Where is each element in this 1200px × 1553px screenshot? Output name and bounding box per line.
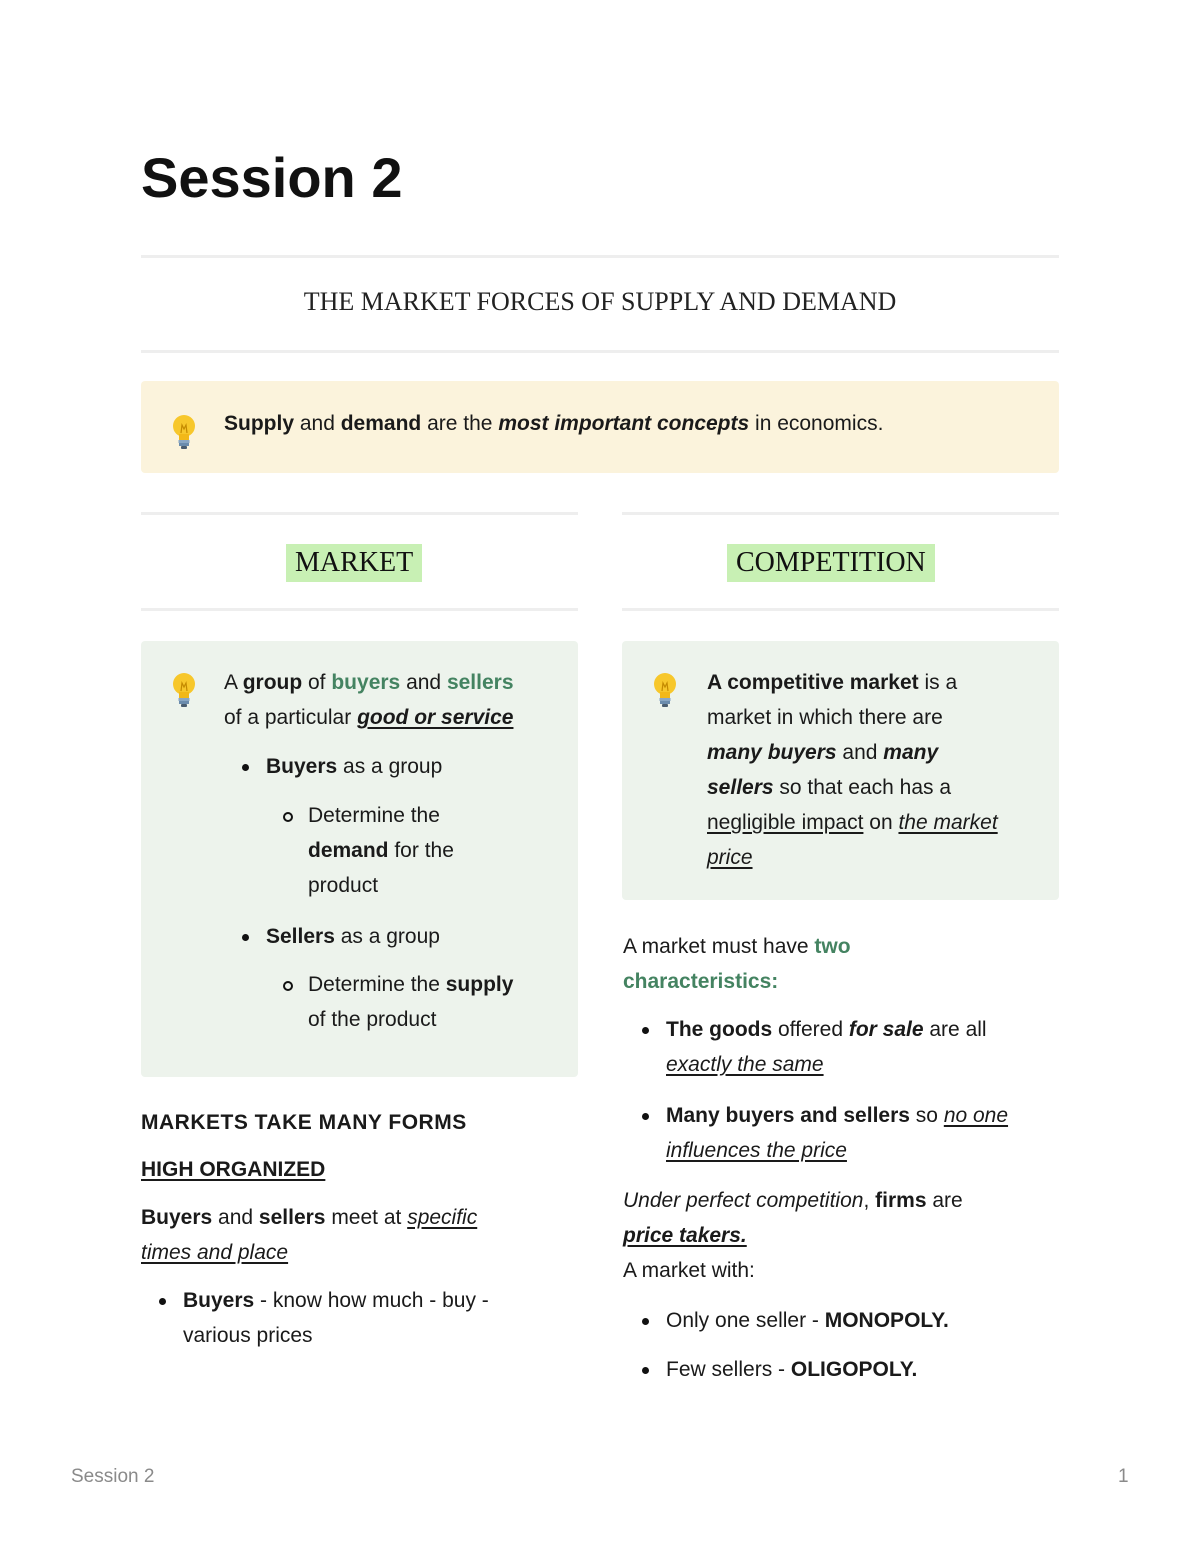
text: and [212,1206,259,1229]
bullet-dot [159,1298,166,1305]
intro-callout [141,381,1059,473]
text-italic-underline: specific [407,1206,478,1229]
text: A market must have [623,935,815,958]
text: so [909,1104,944,1127]
must-have-text [623,929,1043,999]
list-item [308,798,568,903]
lightbulb-icon [653,671,677,711]
text-underline: negligible impact [707,811,864,834]
perfect-competition-text [623,1183,1043,1288]
meet-text [141,1200,561,1270]
text: A market with: [623,1259,755,1282]
list-item [666,1098,1056,1168]
text: as a group [334,925,440,948]
list-item [183,1283,563,1353]
bullet-dot [242,764,249,771]
text: as a group [337,755,443,778]
text-bold: OLIGOPOLY. [790,1358,918,1381]
bullet-dot [642,1318,649,1325]
text: offered [772,1018,849,1041]
text-bold-italic: sellers [707,776,774,799]
text: and [400,671,447,694]
text-green-bold: characteristics: [623,970,779,993]
text-bold: Many buyers and sellers [666,1104,910,1127]
text: are [926,1189,963,1212]
text: - know how much - buy - [254,1289,489,1312]
lightbulb-icon [172,413,196,453]
text: in economics. [749,412,884,435]
text: are the [421,412,499,435]
text-bold: MONOPOLY. [824,1309,949,1332]
text: for the [388,839,454,862]
list-item [666,1352,1056,1387]
competition-definition-text [707,665,1052,875]
bullet-dot [642,1027,649,1034]
text: A [224,671,243,694]
text-italic: Under perfect competition [623,1189,864,1212]
competition-definition-callout [622,641,1059,900]
text-bold-italic: many [883,741,939,764]
text-bold: Buyers [141,1206,213,1229]
text: and [836,741,884,764]
text: Determine the [308,973,446,996]
text: of a particular [224,706,358,729]
text-bold: firms [875,1189,927,1212]
text: meet at [325,1206,408,1229]
text-bold: demand [340,412,422,435]
text: on [863,811,899,834]
text: market in which there are [707,706,943,729]
high-organized-heading: HIGH ORGANIZED [141,1158,326,1181]
text: product [308,874,379,897]
bullet-circle [283,981,293,991]
text: are all [923,1018,987,1041]
divider [141,512,578,515]
text: Few sellers - [666,1358,791,1381]
bullet-dot [242,934,249,941]
page-number: 1 [1118,1466,1129,1487]
text-italic-underline: influences the price [666,1139,847,1162]
text-green-bold: buyers [331,671,401,694]
market-definition-callout [141,641,578,1077]
text-italic-underline: exactly the same [666,1053,824,1076]
text-bold: Buyers [183,1289,255,1312]
text-bold: sellers [258,1206,326,1229]
bullet-circle [283,812,293,822]
text-bold: supply [445,973,514,996]
text: so that each has a [773,776,952,799]
text-bold: group [242,671,303,694]
lightbulb-icon [172,671,196,711]
text-bold: A competitive market [707,671,919,694]
text: Determine the [308,804,440,827]
list-item [266,749,566,784]
text-bold: demand [308,839,389,862]
page-subtitle: THE MARKET FORCES OF SUPPLY AND DEMAND [303,287,897,316]
text-green-bold: sellers [446,671,514,694]
text: and [294,412,341,435]
text-italic-underline: times and place [141,1241,289,1264]
divider [141,350,1059,353]
competition-heading: COMPETITION [727,544,935,582]
divider [622,608,1059,611]
market-heading: MARKET [286,544,422,582]
list-item [266,919,566,954]
text-bold: Buyers [266,755,338,778]
text-italic-underline: price [707,846,753,869]
bullet-dot [642,1113,649,1120]
text-bold-italic: for sale [848,1018,924,1041]
text-bold-italic: most important concepts [498,412,750,435]
list-item [666,1012,1056,1082]
text-green-bold: two [814,935,851,958]
divider [141,255,1059,258]
text-bold-italic-underline: price takers. [623,1224,747,1247]
market-definition-text [224,665,564,735]
list-item [666,1303,1056,1338]
text: is a [918,671,958,694]
text-bold: Supply [224,412,295,435]
divider [622,512,1059,515]
bullet-dot [642,1367,649,1374]
text: of the product [308,1008,437,1031]
text: various prices [183,1324,313,1347]
text: of [302,671,332,694]
text-bold-italic-underline: good or service [357,706,514,729]
text-italic-underline: the market [898,811,998,834]
definition-line [224,700,564,735]
text-bold: Sellers [266,925,335,948]
footer-title: Session 2 [71,1466,155,1487]
intro-callout-text [224,406,1044,441]
page-title: Session 2 [141,146,403,209]
markets-forms-heading: MARKETS TAKE MANY FORMS [141,1111,467,1134]
text: , [863,1189,876,1212]
divider [141,608,578,611]
definition-line [224,665,564,700]
text: Only one seller - [666,1309,825,1332]
text-bold: The goods [666,1018,773,1041]
text-italic-underline: no one [943,1104,1009,1127]
list-item [308,967,568,1037]
text-bold-italic: many buyers [707,741,837,764]
